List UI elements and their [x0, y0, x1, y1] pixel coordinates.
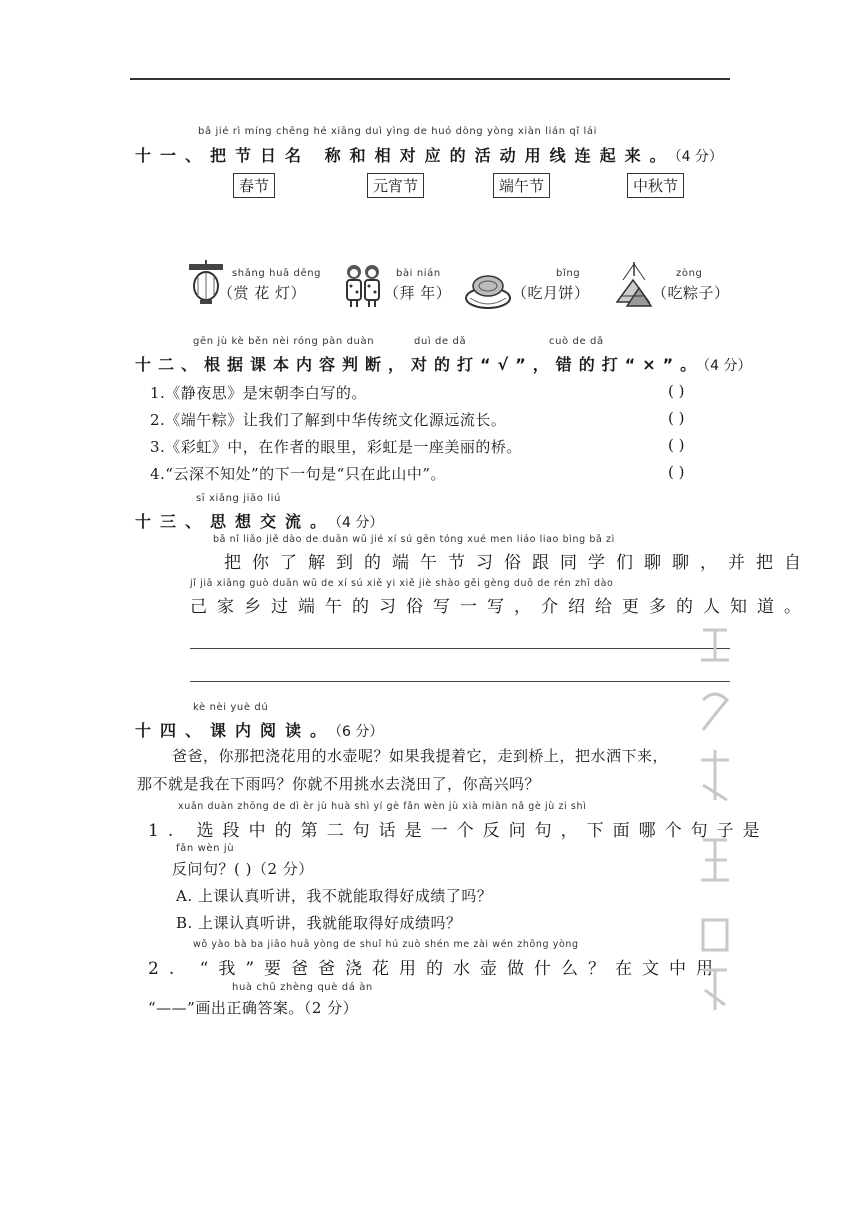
- q14-q1-line2[interactable]: 反问句？( )（2 分）: [172, 860, 314, 878]
- festival-box-spring[interactable]: 春节: [233, 173, 275, 198]
- q13-pinyin: sī xiǎng jiāo liú: [196, 493, 281, 504]
- q13-line2-pinyin: jǐ jiā xiāng guò duān wǔ de xí sú xiě yi xiě jiè shào gěi gèng duō de rén zhī dào: [190, 578, 614, 589]
- activity-4-pinyin[interactable]: zòng: [676, 268, 703, 279]
- q14-q1-pinyin: xuǎn duàn zhōng de dì èr jù huà shì yí gè fǎn wèn jù xià miàn nǎ gè jù zi shì: [178, 801, 587, 812]
- q14-q1-pinyin2: fǎn wèn jù: [176, 843, 235, 854]
- mooncake-icon: [464, 266, 512, 312]
- q14-q1-option-a[interactable]: A. 上课认真听讲，我不就能取得好成绩了吗？: [176, 887, 493, 905]
- q14-q2-pinyin: wǒ yào bà ba jiāo huā yòng de shuǐ hú zuò shén me zài wén zhōng yòng: [193, 939, 579, 950]
- q13-line2: 己家乡过端午的习俗写一写，介绍给更多的人知道。: [190, 597, 811, 617]
- q13-heading-text: 十三、思想交流。: [135, 512, 336, 531]
- q12-item-2: 2.《端午粽》让我们了解到中华传统文化源远流长。: [150, 411, 507, 429]
- q14-q2-line2: “——”画出正确答案。（2 分）: [148, 999, 359, 1017]
- activity-1-label[interactable]: （赏 花 灯）: [218, 284, 307, 302]
- answer-line-2[interactable]: [190, 681, 730, 682]
- q12-answer-4[interactable]: ( ): [668, 463, 685, 481]
- activity-2-pinyin[interactable]: bài nián: [396, 268, 441, 279]
- q14-heading-text: 十四、课内阅读。: [135, 721, 336, 740]
- q14-heading: [135, 718, 383, 741]
- q12-answer-3[interactable]: ( ): [668, 436, 685, 454]
- q14-q1-option-b[interactable]: B. 上课认真听讲，我就能取得好成绩吗？: [176, 914, 462, 932]
- q12-answer-1[interactable]: ( ): [668, 382, 685, 400]
- q12-item-1: 1.《静夜思》是宋朝李白写的。: [150, 384, 367, 402]
- activity-3-label[interactable]: （吃月饼）: [512, 284, 590, 302]
- q12-item-3: 3.《彩虹》中，在作者的眼里，彩虹是一座美丽的桥。: [150, 438, 522, 456]
- q13-heading: [135, 509, 383, 532]
- zongzi-icon: [613, 262, 655, 308]
- top-rule: [130, 78, 730, 80]
- festival-box-dragonboat[interactable]: 端午节: [493, 173, 550, 198]
- q12-heading-text: 十二、根据课本内容判断，对的打“√”，错的打“×”。: [135, 355, 704, 374]
- activity-3-pinyin[interactable]: bǐng: [556, 268, 581, 279]
- watermark-graphic: [695, 620, 735, 1030]
- q12-pinyin-a: gēn jù kè běn nèi róng pàn duàn: [193, 336, 375, 347]
- q11-heading: [135, 143, 723, 166]
- q14-pinyin: kè nèi yuè dú: [193, 702, 269, 713]
- q14-passage-line-1: 爸爸，你那把浇花用的水壶呢？如果我提着它，走到桥上，把水洒下来，: [172, 747, 669, 765]
- q12-points: （4 分）: [703, 358, 752, 374]
- q11-pinyin: bǎ jié rì míng chēng hé xiāng duì yìng de huó dòng yòng xiàn lián qǐ lái: [198, 126, 598, 137]
- q12-item-4: 4.“云深不知处”的下一句是“只在此山中”。: [150, 465, 446, 483]
- activity-2-label[interactable]: （拜 年）: [384, 284, 452, 302]
- q11-points: （4 分）: [674, 149, 723, 165]
- q12-heading: [135, 352, 752, 375]
- activity-4-label[interactable]: （吃粽子）: [652, 284, 730, 302]
- q14-passage-line-2: 那不就是我在下雨吗？你就不用挑水去浇田了，你高兴吗？: [137, 775, 541, 793]
- q13-line1-pinyin: bǎ nǐ liǎo jiě dào de duān wǔ jié xí sú gēn tóng xué men liáo liao bìng bǎ zì: [213, 534, 615, 545]
- festival-box-lantern[interactable]: 元宵节: [367, 173, 424, 198]
- q12-pinyin-b: duì de dǎ: [414, 336, 467, 347]
- children-icon: [342, 262, 384, 308]
- q12-answer-2[interactable]: ( ): [668, 409, 685, 427]
- q14-q1-line1: 1. 选段中的第二句话是一个反问句，下面哪个句子是: [148, 821, 769, 841]
- answer-line-1[interactable]: [190, 648, 730, 649]
- festival-box-midautumn[interactable]: 中秋节: [627, 173, 684, 198]
- q14-q2-line1: 2. “我”要爸爸浇花用的水壶做什么？在文中用: [148, 959, 724, 979]
- q11-heading-text: 十一、把节日名 称和相对应的活动用线连起来。: [135, 146, 675, 165]
- q13-points: （4 分）: [335, 515, 384, 531]
- q12-pinyin-c: cuò de dǎ: [549, 336, 604, 347]
- q14-q2-pinyin2: huà chū zhèng què dá àn: [232, 982, 373, 993]
- activity-1-pinyin[interactable]: shǎng huā dēng: [232, 268, 322, 279]
- q13-line1: 把你了解到的端午节习俗跟同学们聊聊，并把自: [224, 553, 812, 573]
- q14-points: （6 分）: [335, 724, 384, 740]
